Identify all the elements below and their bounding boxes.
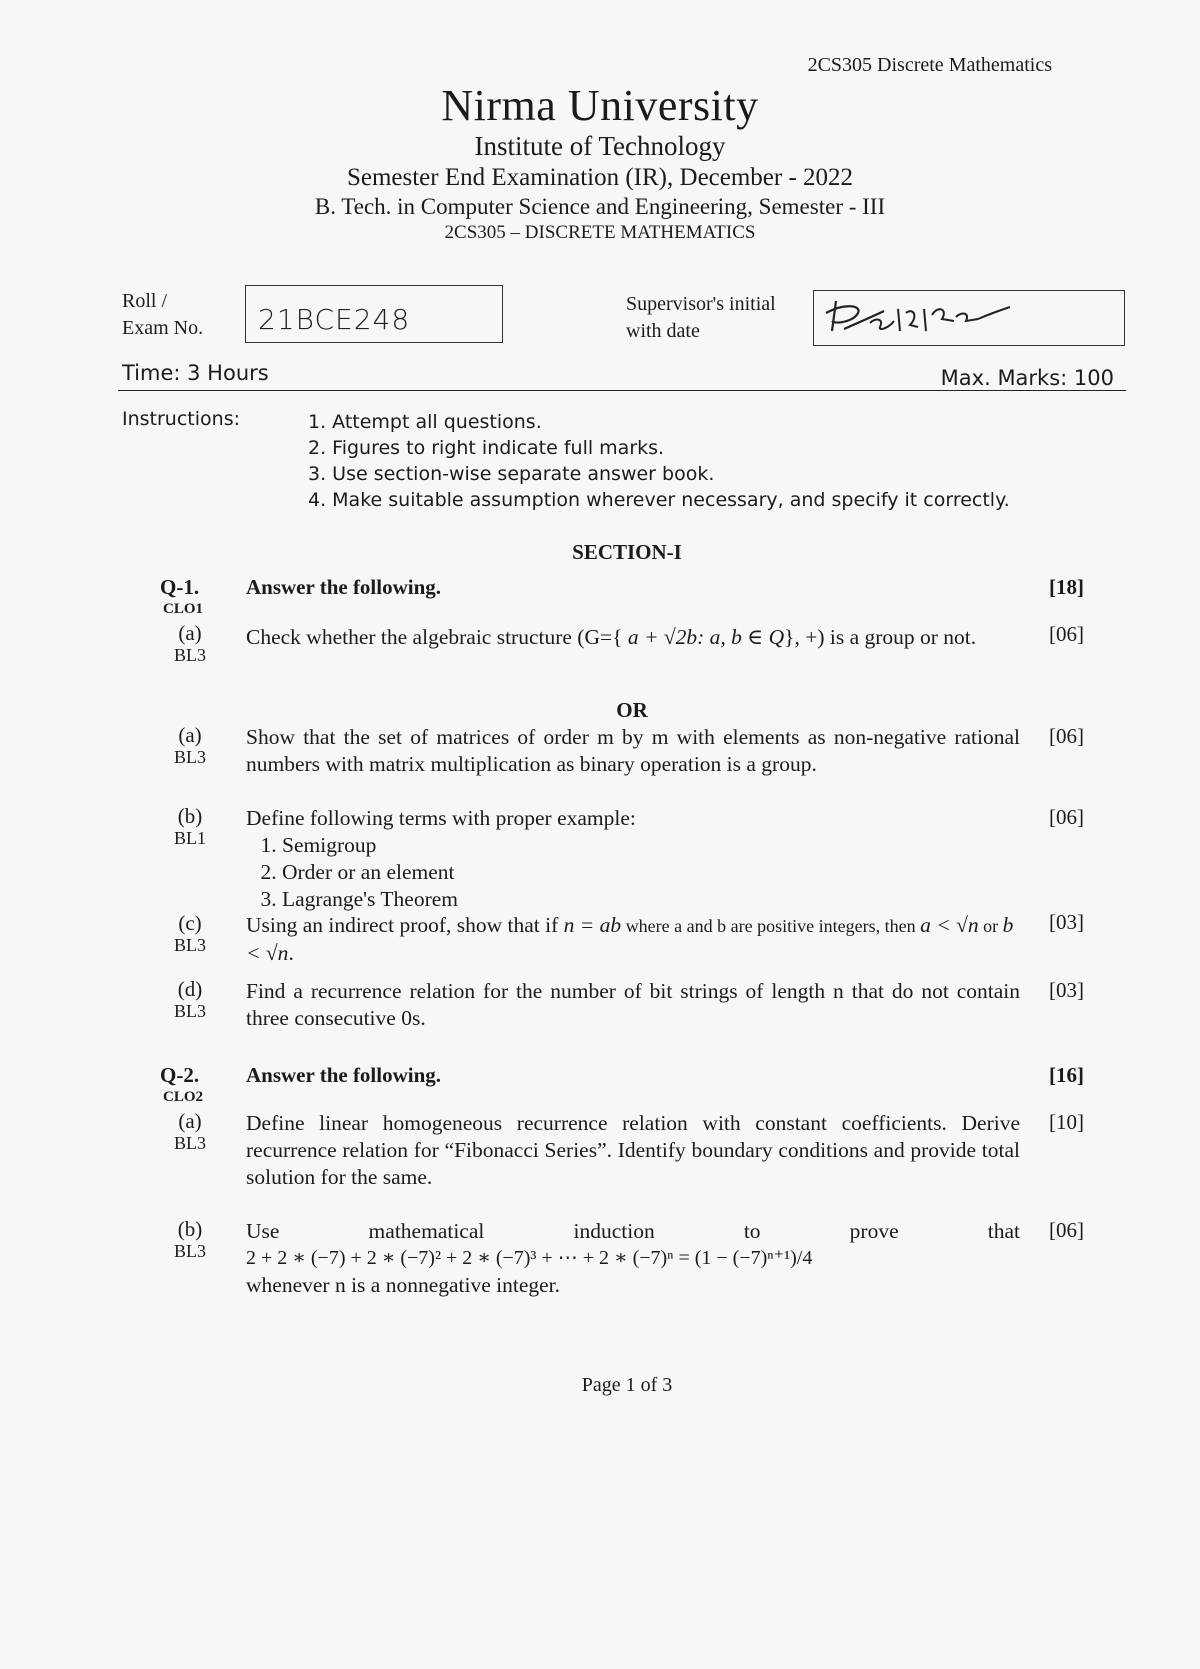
- text-segment: .: [288, 941, 294, 965]
- definition-list: [246, 832, 1020, 913]
- roll-label-line-2: Exam No.: [122, 317, 204, 339]
- roll-label: [122, 288, 203, 342]
- list-item: 2. Order or an element: [282, 859, 1020, 886]
- text-segment: where a and b are positive integers, then: [621, 916, 921, 936]
- part-letter: (d): [177, 977, 203, 1001]
- supervisor-signature-box: [813, 290, 1125, 346]
- or-divider: OR: [616, 698, 648, 722]
- clo-label: CLO2: [163, 1089, 204, 1105]
- supervisor-label: [626, 291, 776, 345]
- text-segment: }, +) is a group or not.: [784, 625, 977, 649]
- clo-label: CLO1: [163, 601, 204, 617]
- bloom-level: BL3: [173, 1241, 206, 1261]
- part-marks: [10]: [1049, 1110, 1084, 1134]
- bloom-level: BL3: [173, 645, 206, 665]
- instruction-item: 2. Figures to right indicate full marks.: [308, 437, 665, 459]
- text-segment: Use mathematical induction to prove that: [246, 1219, 1020, 1243]
- part-marks: [06]: [1049, 622, 1084, 646]
- instructions-label: Instructions:: [122, 408, 240, 430]
- bloom-level: BL3: [173, 1133, 206, 1153]
- exam-duration: Time: 3 Hours: [122, 361, 269, 385]
- text-segment: Check whether the algebraic structure (G={: [246, 625, 628, 649]
- question-marks: [16]: [1049, 1063, 1084, 1087]
- part-label: [155, 1110, 225, 1154]
- course-title: 2CS305 – DISCRETE MATHEMATICS: [444, 222, 756, 243]
- bloom-level: BL3: [173, 1001, 206, 1021]
- instructions-list: [308, 409, 1010, 513]
- part-label: [155, 912, 225, 956]
- roll-number-value: 21BCE248: [258, 303, 411, 336]
- text-segment: whenever n is a nonnegative integer.: [246, 1273, 561, 1297]
- part-label: [155, 1218, 225, 1262]
- bloom-level: BL3: [173, 935, 206, 955]
- text-segment: Using an indirect proof, show that if: [246, 913, 564, 937]
- course-reference: 2CS305 Discrete Mathematics: [807, 54, 1052, 76]
- part-marks: [03]: [1049, 978, 1084, 1002]
- part-marks: [03]: [1049, 910, 1084, 934]
- question-intro: Define following terms with proper example:: [246, 806, 636, 830]
- university-name: Nirma University: [441, 81, 759, 130]
- institute-name: Institute of Technology: [474, 131, 726, 161]
- question-text: [246, 1218, 1020, 1299]
- instruction-item: 1. Attempt all questions.: [308, 411, 542, 433]
- part-label: [155, 622, 225, 666]
- math-expression: b < √n: [246, 913, 1014, 965]
- part-letter: (b): [177, 804, 203, 828]
- part-letter: (b): [177, 1217, 203, 1241]
- section-title: SECTION-I: [572, 540, 682, 564]
- list-item: 1. Semigroup: [282, 832, 1020, 859]
- part-label: [155, 805, 225, 849]
- question-marks: [18]: [1049, 575, 1084, 599]
- question-number: Q-1.: [160, 575, 200, 599]
- math-expression: a < √n: [920, 913, 979, 937]
- question-heading: Answer the following.: [246, 1063, 442, 1087]
- question-text: [246, 912, 1020, 967]
- math-expression: a + √2b: a, b ∈ Q: [627, 625, 785, 649]
- question-text: Find a recurrence relation for the number of bit strings of length n that do not contain three consecutive 0s.: [246, 979, 1020, 1030]
- part-letter: (c): [178, 911, 202, 935]
- part-letter: (a): [178, 621, 202, 645]
- supervisor-label-line-1: Supervisor's initial: [626, 293, 776, 315]
- roll-label-line-1: Roll /: [122, 290, 168, 312]
- part-label: [155, 978, 225, 1022]
- question-heading: Answer the following.: [246, 575, 442, 599]
- header-divider: [118, 390, 1126, 391]
- max-marks: Max. Marks: 100: [940, 366, 1114, 390]
- question-text: [246, 624, 1020, 651]
- instruction-item: 4. Make suitable assumption wherever necessary, and specify it correctly.: [308, 489, 1010, 511]
- question-text: Show that the set of matrices of order m by m with elements as non-negative rational numbers with matrix multiplication as binary operation is a group.: [246, 725, 1020, 776]
- math-expression: n = ab: [563, 913, 622, 937]
- part-marks: [06]: [1049, 805, 1084, 829]
- part-marks: [06]: [1049, 1218, 1084, 1242]
- page-footer: Page 1 of 3: [581, 1374, 673, 1396]
- list-item: 3. Lagrange's Theorem: [282, 886, 1020, 913]
- bloom-level: BL3: [173, 747, 206, 767]
- part-letter: (a): [178, 723, 202, 747]
- math-expression: 2 + 2 ∗ (−7) + 2 ∗ (−7)² + 2 ∗ (−7)³ + ⋯ + 2 ∗ (−7)ⁿ = (1 − (−7)ⁿ⁺¹)/4: [246, 1247, 813, 1269]
- program-title: B. Tech. in Computer Science and Engineering, Semester - III: [314, 194, 886, 219]
- instruction-item: 3. Use section-wise separate answer book.: [308, 463, 715, 485]
- bloom-level: BL1: [173, 828, 206, 848]
- question-number: Q-2.: [160, 1063, 200, 1087]
- supervisor-signature: [814, 291, 1114, 341]
- question-text: [246, 805, 1020, 913]
- supervisor-label-line-2: with date: [626, 320, 700, 342]
- exam-title: Semester End Examination (IR), December - 2022: [346, 164, 854, 191]
- text-segment: or: [978, 916, 1003, 936]
- part-marks: [06]: [1049, 724, 1084, 748]
- question-text: Define linear homogeneous recurrence relation with constant coefficients. Derive recurrence relation for “Fibonacci Series”. Identify boundary conditions and provide total solution for the same.: [246, 1111, 1020, 1189]
- part-letter: (a): [178, 1109, 202, 1133]
- part-label: [155, 724, 225, 768]
